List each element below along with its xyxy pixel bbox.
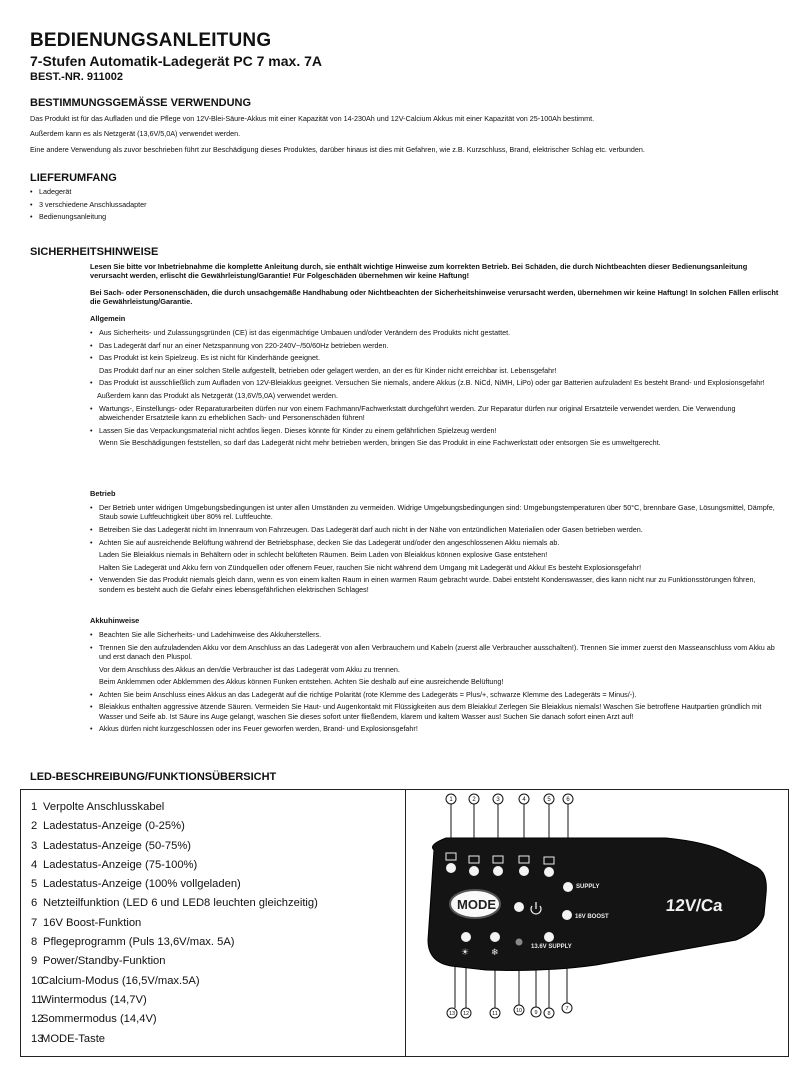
lieferumfang-list xyxy=(30,187,146,225)
order-number: BEST.-NR. 911002 xyxy=(30,71,123,83)
led-10-calcium xyxy=(514,902,524,912)
callout-2: 2 xyxy=(472,797,476,803)
sun-icon: ☀ xyxy=(461,947,470,957)
legend-item: 12Sommermodus (14,4V) xyxy=(31,1013,157,1026)
section-heading-led: LED-BESCHREIBUNG/FUNKTIONSÜBERSICHT xyxy=(30,771,277,783)
section-heading-lieferumfang: LIEFERUMFANG xyxy=(30,172,117,184)
callout-3: 3 xyxy=(496,797,500,803)
legend-item: 13MODE-Taste xyxy=(31,1032,106,1045)
section-heading-sicherheit: SICHERHEITSHINWEISE xyxy=(30,246,159,258)
list-item: Laden Sie Bleiakkus niemals in Behältern oder in schlecht belüfteten Räumen. Beim Laden von Bleiakkus können explosive Gase entstehen! xyxy=(99,550,548,560)
led-8-maintenance xyxy=(544,932,554,942)
safety-intro-1: Lesen Sie bitte vor Inbetriebnahme die komplette Anleitung durch, sie enthält wichtige Hinweise zum korrekten Betrieb. Bei Schäden, die durch Nichtbeachten dieser Bedienungsanleitung verursacht werden, erlischt die Gewährleistung/Garantie! Für Folgeschäden übernehmen wir keine Haftung! xyxy=(90,262,748,281)
list-item: • Bedienungsanleitung xyxy=(30,212,146,225)
list-item: Wenn Sie Beschädigungen feststellen, so darf das Ladegerät nicht mehr betrieben werden, bringen Sie das Produkt in eine Fachwerkstatt oder entsorgen Sie es umweltgerecht. xyxy=(99,438,661,448)
snowflake-icon: ❄ xyxy=(491,947,499,957)
list-item: Halten Sie Ladegerät und Akku fern von Zündquellen oder offenem Feuer, rauchen Sie nicht während dem Umgang mit Ladegerät und Akku! Es besteht Explosionsgefahr! xyxy=(99,562,642,572)
subheading-akku: Akkuhinweise xyxy=(90,616,140,625)
legend-item: 6 Netzteilfunktion (LED 6 und LED8 leuchten gleichzeitig) xyxy=(31,897,318,910)
legend-item: 3 Ladestatus-Anzeige (50-75%) xyxy=(31,839,192,852)
led-7-boost xyxy=(562,910,572,920)
mode-label: MODE xyxy=(457,897,496,912)
callout-8: 8 xyxy=(547,1011,551,1017)
voltage-label: 12V/Ca xyxy=(665,896,724,915)
callout-12: 12 xyxy=(462,1011,470,1017)
document-title: BEDIENUNGSANLEITUNG xyxy=(30,30,272,51)
bestimmung-line-3: Eine andere Verwendung als zuvor beschrieben führt zur Beschädigung dieses Produktes, darüber hinaus ist dies mit Gefahren, wie z.B. Kurzschluss, Brand, elektrischer Schlag etc. verbunden. xyxy=(30,145,645,154)
section-heading-bestimmung: BESTIMMUNGSGEMÄSSE VERWENDUNG xyxy=(30,97,252,109)
list-item: • Beachten Sie alle Sicherheits- und Ladehinweise des Akkuherstellers. xyxy=(90,630,780,639)
list-item: Beim Anklemmen oder Abklemmen des Akkus können Funken entstehen. Achten Sie deshalb auf eine ausreichende Belüftung! xyxy=(99,677,504,687)
subheading-allgemein: Allgemein xyxy=(90,314,126,323)
list-item: • Lassen Sie das Verpackungsmaterial nicht achtlos liegen. Dieses könnte für Kinder zu einem gefährlichen Spielzeug werden! xyxy=(90,426,780,435)
led-3-charge-status xyxy=(493,866,503,876)
list-item: • Achten Sie beim Anschluss eines Akkus an das Ladegerät auf die richtige Polarität (rote Klemme des Ladegeräts = Plus/+, schwarze Klemme des Ladegeräts = Minus/-). xyxy=(90,690,780,699)
led-1-reverse-polarity xyxy=(446,863,456,873)
legend-item: 10Calcium-Modus (16,5V/max.5A) xyxy=(31,974,200,987)
list-item: • Das Produkt ist ausschließlich zum Aufladen von 12V-Bleiakkus geeignet. Versuchen Sie niemals, andere Akkus (z.B. NiCd, NiMH, LiPo) oder gar Batterien aufzuladen! Es besteht Brand- und Explosionsgefahr! xyxy=(90,378,780,387)
callout-5: 5 xyxy=(547,797,551,803)
led-5-charge-status xyxy=(544,867,554,877)
legend-item: 2 Ladestatus-Anzeige (0-25%) xyxy=(31,820,185,833)
led-11-winter xyxy=(490,932,500,942)
list-item: • Das Ladegerät darf nur an einer Netzspannung von 220-240V~/50/60Hz betrieben werden. xyxy=(90,341,780,350)
list-item: Außerdem kann das Produkt als Netzgerät (13,6V/5,0A) verwendet werden. xyxy=(97,390,338,400)
bestimmung-line-1: Das Produkt ist für das Aufladen und die Pflege von 12V-Blei-Säure-Akkus mit einer Kapazität von 14-230Ah und 12V-Calcium Akkus mit einer Kapazität von 25-100Ah bestimmt. xyxy=(30,114,595,123)
callout-9: 9 xyxy=(534,1010,538,1016)
subheading-betrieb: Betrieb xyxy=(90,489,116,498)
boost-label: 16V BOOST xyxy=(575,914,609,920)
supply-combo-label: 13.6V SUPPLY xyxy=(531,944,572,950)
led-12-summer xyxy=(461,932,471,942)
supply-label: SUPPLY xyxy=(576,884,600,890)
led-6-supply xyxy=(563,882,573,892)
callout-13: 13 xyxy=(448,1011,456,1017)
list-item: • Achten Sie auf ausreichende Belüftung während der Betriebsphase, decken Sie das Ladegerät und/oder den angeschlossenen Akku niemals ab. xyxy=(90,538,780,547)
list-item: • Das Produkt ist kein Spielzeug. Es ist nicht für Kinderhände geeignet. xyxy=(90,353,780,362)
legend-item: 9 Power/Standby-Funktion xyxy=(31,955,166,968)
list-item: • Ladegerät xyxy=(30,187,146,200)
akku-list xyxy=(90,630,780,737)
legend-item: 4 Ladestatus-Anzeige (75-100%) xyxy=(31,858,198,871)
allgemein-list xyxy=(90,328,780,451)
led-legend xyxy=(31,801,318,1052)
list-item: • Betreiben Sie das Ladegerät nicht im Innenraum von Fahrzeugen. Das Ladegerät darf auch nicht in der Nähe von entzündlichen Materialien oder Gasen betrieben werden. xyxy=(90,525,780,534)
calcium-icon xyxy=(516,939,523,946)
callout-4: 4 xyxy=(522,797,526,803)
legend-item: 11Wintermodus (14,7V) xyxy=(31,993,147,1006)
list-item: • Trennen Sie den aufzuladenden Akku vor dem Anschluss an das Ladegerät von allen Verbrauchern und Kabeln (zuerst alle Verbraucher ausschalten!). Trennen Sie immer zuerst den Masseanschluss vom Akku ab und erst danach den Pluspol. xyxy=(90,643,780,662)
callout-6: 6 xyxy=(566,797,570,803)
list-item: • Aus Sicherheits- und Zulassungsgründen (CE) ist das eigenmächtige Umbauen und/oder Verändern des Produkts nicht gestattet. xyxy=(90,328,780,337)
list-item: Das Produkt darf nur an einer solchen Stelle aufgestellt, betrieben oder gelagert werden, an der es für Kinder nicht erreichbar ist. Lebensgefahr! xyxy=(99,365,557,375)
list-item: • Bleiakkus enthalten aggressive ätzende Säuren. Vermeiden Sie Haut- und Augenkontakt mit Flüssigkeiten aus dem Bleiakku! Zerlegen Sie Bleiakkus niemals! Waschen Sie betroffene Hautpartien gründlich mit Wasser und Seife ab. Ist Säure ins Auge gelangt, waschen Sie dieses sofort unter fließendem, klarem und kaltem Wasser aus! Suchen Sie danach sofort einen Arzt auf! xyxy=(90,702,780,721)
bestimmung-line-2: Außerdem kann es als Netzgerät (13,6V/5,0A) verwendet werden. xyxy=(30,129,241,138)
legend-item: 7 16V Boost-Funktion xyxy=(31,916,142,929)
list-item: • Akkus dürfen nicht kurzgeschlossen oder ins Feuer geworfen werden, Brand- und Explosionsgefahr! xyxy=(90,724,780,733)
callout-1: 1 xyxy=(449,797,453,803)
callout-7: 7 xyxy=(565,1006,569,1012)
list-item: • Der Betrieb unter widrigen Umgebungsbedingungen ist unter allen Umständen zu vermeiden. Widrige Umgebungsbedingungen sind: Umgebungstemperaturen über 50°C, brennbare Gase, Lösungsmittel, Dämpfe, Staub sowie Luftfeuchtigkeit über 80% rel. Luftfeuchte. xyxy=(90,503,780,522)
list-item: • 3 verschiedene Anschlussadapter xyxy=(30,200,146,213)
callout-10: 10 xyxy=(515,1008,523,1014)
led-2-charge-status xyxy=(469,866,479,876)
charger-front-panel-illustration xyxy=(406,790,788,1056)
document-subtitle: 7-Stufen Automatik-Ladegerät PC 7 max. 7A xyxy=(30,53,322,69)
list-item: • Wartungs-, Einstellungs- oder Reparaturarbeiten dürfen nur von einem Fachmann/Fachwerkstatt durchgeführt werden. Zur Reparatur dürfen nur original Ersatzteile verwendet werden. Die Verwendung abweichender Ersatzteile kann zu erheblichen Sach- und Personenschäden führen! xyxy=(90,404,780,423)
safety-intro-2: Bei Sach- oder Personenschäden, die durch unsachgemäße Handhabung oder Nichtbeachten der Sicherheitshinweise verursacht werden, übernehmen wir keine Haftung! In solchen Fällen erlischt die Gewährleistung/Garantie. xyxy=(90,288,779,307)
legend-item: 1 Verpolte Anschlusskabel xyxy=(31,801,165,813)
callout-11: 11 xyxy=(492,1011,498,1017)
list-item: • Verwenden Sie das Produkt niemals gleich dann, wenn es von einem kalten Raum in einen warmen Raum gebracht wurde. Dabei entsteht Kondenswasser, dies kann nicht nur zu Funktionsstörungen führen, sondern es besteht auch die Gefahr eines lebensgefährlichen elektrischen Schlages! xyxy=(90,575,780,594)
betrieb-list xyxy=(90,503,780,597)
led-4-charge-status xyxy=(519,866,529,876)
legend-item: 8 Pflegeprogramm (Puls 13,6V/max. 5A) xyxy=(31,936,235,949)
legend-item: 5 Ladestatus-Anzeige (100% vollgeladen) xyxy=(31,878,241,891)
list-item: Vor dem Anschluss des Akkus an den/die Verbraucher ist das Ladegerät vom Akku zu trennen. xyxy=(99,664,400,674)
